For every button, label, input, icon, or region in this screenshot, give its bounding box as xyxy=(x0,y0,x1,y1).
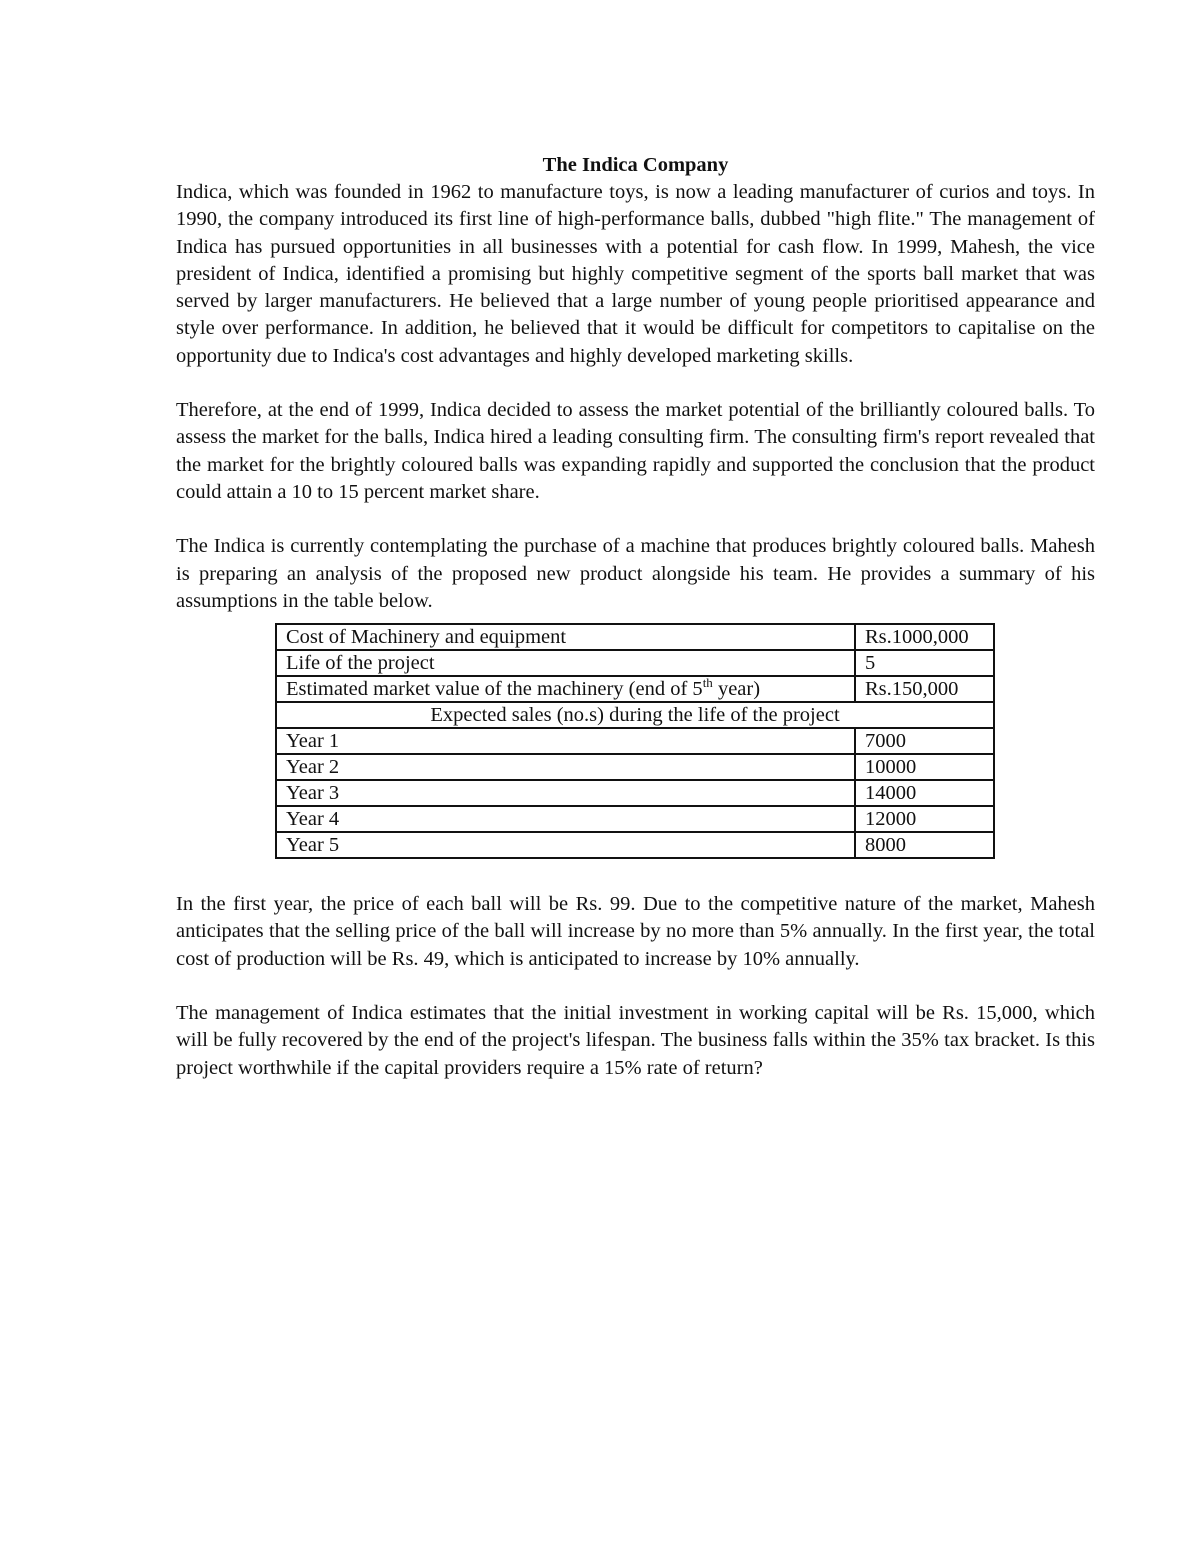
table-section-header: Expected sales (no.s) during the life of the project xyxy=(276,702,994,728)
table-section-header-row xyxy=(276,702,994,728)
label-text-after: year) xyxy=(712,678,761,701)
table-row xyxy=(276,676,994,702)
table-cell-value: 5 xyxy=(855,650,994,676)
table-cell-value: Rs.150,000 xyxy=(855,676,994,702)
table-cell-label: Cost of Machinery and equipment xyxy=(276,624,855,650)
assumptions-table xyxy=(275,623,995,859)
ordinal-suffix: th xyxy=(702,675,713,691)
table-cell-value: 14000 xyxy=(855,780,994,806)
table-cell-value: 7000 xyxy=(855,728,994,754)
label-text-before: Estimated market value of the machinery (end of 5 xyxy=(286,678,703,701)
paragraph-working-capital: The management of Indica estimates that the initial investment in working capital will be Rs. 15,000, which will be fully recovered by the end of the project's lifespan. The business falls within the 35% tax bracket. Is this project worthwhile if the capital providers require a 15% rate of return? xyxy=(176,1002,1095,1079)
table-row xyxy=(276,806,994,832)
table-row xyxy=(276,650,994,676)
table-cell-value: 12000 xyxy=(855,806,994,832)
table-cell-value: 8000 xyxy=(855,832,994,858)
table-row xyxy=(276,780,994,806)
table-cell-label xyxy=(276,676,855,702)
table-row xyxy=(276,832,994,858)
document-title: The Indica Company xyxy=(542,154,729,176)
assumptions-table-container xyxy=(275,623,995,859)
table-row xyxy=(276,754,994,780)
document-page xyxy=(176,152,1095,1109)
table-cell-label: Year 5 xyxy=(276,832,855,858)
paragraph-intro: Indica, which was founded in 1962 to manufacture toys, is now a leading manufacturer of curios and toys. In 1990, the company introduced its first line of high-performance balls, dubbed "high flite." The management of Indica has pursued opportunities in all businesses with a potential for cash flow. In 1999, Mahesh, the vice president of Indica, identified a promising but highly competitive segment of the sports ball market that was served by larger manufacturers. He believed that a large number of young people prioritised appearance and style over performance. In addition, he believed that it would be difficult for competitors to capitalise on the opportunity due to Indica's cost advantages and highly developed marketing skills. xyxy=(176,181,1095,367)
table-row xyxy=(276,624,994,650)
table-cell-label: Year 4 xyxy=(276,806,855,832)
table-cell-label: Life of the project xyxy=(276,650,855,676)
paragraph-pricing: In the first year, the price of each ball will be Rs. 99. Due to the competitive nature of the market, Mahesh anticipates that the selling price of the ball will increase by no more than 5% annually. In the first year, the total cost of production will be Rs. 49, which is anticipated to increase by 10% annually. xyxy=(176,893,1095,970)
paragraph-machine-purchase: The Indica is currently contemplating the purchase of a machine that produces brightly coloured balls. Mahesh is preparing an analysis of the proposed new product alongside his team. He provides a summary of his assumptions in the table below. xyxy=(176,535,1095,612)
table-cell-label: Year 3 xyxy=(276,780,855,806)
table-cell-value: 10000 xyxy=(855,754,994,780)
table-cell-label: Year 1 xyxy=(276,728,855,754)
table-cell-label: Year 2 xyxy=(276,754,855,780)
table-row xyxy=(276,728,994,754)
table-cell-value: Rs.1000,000 xyxy=(855,624,994,650)
paragraph-market-assessment: Therefore, at the end of 1999, Indica decided to assess the market potential of the brilliantly coloured balls. To assess the market for the balls, Indica hired a leading consulting firm. The consulting firm's report revealed that the market for the brightly coloured balls was expanding rapidly and supported the conclusion that the product could attain a 10 to 15 percent market share. xyxy=(176,399,1095,503)
